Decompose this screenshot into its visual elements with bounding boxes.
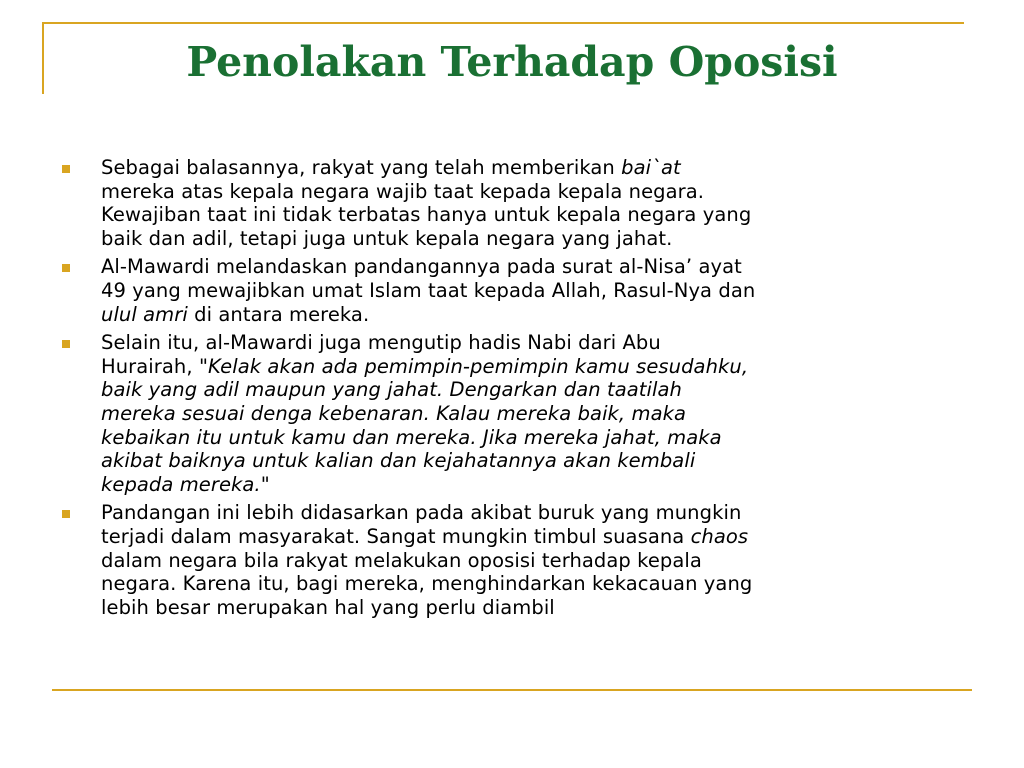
text-line [101,525,974,549]
bullet-item [62,255,974,326]
text-line [101,426,974,450]
text-line [101,227,974,251]
text-line [101,355,974,379]
bullet-item [62,156,974,250]
text-line [101,156,974,180]
text-segment: terjadi dalam masyarakat. Sangat mungkin timbul suasana [101,524,691,548]
square-bullet-icon [62,264,70,272]
bullet-item [62,331,974,496]
text-line [101,203,974,227]
text-segment: lebih besar merupakan hal yang perlu diambil [101,595,555,619]
text-line [101,501,974,525]
text-segment: di antara mereka. [187,302,370,326]
italic-quote: "Kelak akan ada pemimpin-pemimpin kamu sesudahku, [198,354,749,378]
bullet-item [62,501,974,619]
text-line [101,378,974,402]
italic-quote: akibat baiknya untuk kalian dan kejahatannya akan kembali [101,449,696,473]
text-segment: Pandangan ini lebih didasarkan pada akibat buruk yang mungkin [101,501,742,525]
bottom-border-line [52,689,972,691]
italic-term: ulul amri [101,302,188,326]
text-line [101,303,974,327]
text-line [101,449,974,473]
square-bullet-icon [62,165,70,173]
italic-quote: kepada mereka." [101,472,270,496]
italic-term: bai`at [621,156,681,179]
slide-title: Penolakan Terhadap Oposisi [186,38,838,86]
italic-quote: baik yang adil maupun yang jahat. Dengarkan dan taatilah [101,378,682,402]
italic-quote: kebaikan itu untuk kamu dan mereka. Jika mereka jahat, maka [101,425,722,449]
text-segment: Al-Mawardi melandaskan pandangannya pada surat al-Nisa’ ayat [101,255,742,279]
text-line [101,331,974,355]
text-line [101,572,974,596]
text-line [101,549,974,573]
text-segment: mereka atas kepala negara wajib taat kepada kepala negara. [101,179,705,203]
text-segment: Sebagai balasannya, rakyat yang telah memberikan [101,156,622,179]
text-segment: Hurairah, [101,354,199,378]
text-line [101,473,974,497]
square-bullet-icon [62,340,70,348]
text-segment: Kewajiban taat ini tidak terbatas hanya untuk kepala negara yang [101,203,752,227]
top-border-line [42,22,964,24]
text-line [101,402,974,426]
text-segment: 49 yang mewajibkan umat Islam taat kepada Allah, Rasul-Nya dan [101,278,756,302]
text-line [101,596,974,620]
text-segment: baik dan adil, tetapi juga untuk kepala negara yang jahat. [101,226,673,250]
text-segment: negara. Karena itu, bagi mereka, menghindarkan kekacauan yang [101,572,753,596]
italic-term: chaos [690,524,749,548]
text-line [101,255,974,279]
bullet-list [62,156,974,624]
italic-quote: mereka sesuai denga kebenaran. Kalau mereka baik, maka [101,401,686,425]
text-line [101,279,974,303]
square-bullet-icon [62,510,70,518]
text-segment: Selain itu, al-Mawardi juga mengutip hadis Nabi dari Abu [101,331,661,355]
text-line [101,180,974,204]
text-segment: dalam negara bila rakyat melakukan oposisi terhadap kepala [101,548,702,572]
